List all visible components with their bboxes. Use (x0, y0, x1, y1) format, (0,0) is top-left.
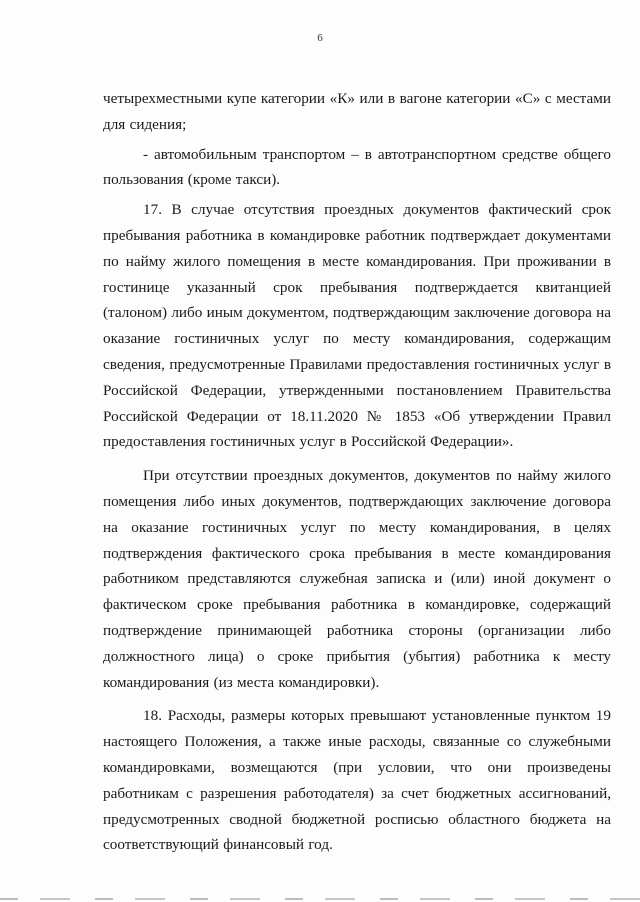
page-number: 6 (317, 32, 323, 44)
scan-bottom-edge (0, 898, 640, 900)
paragraph-transport-road: - автомобильным транспортом – в автотранспортном средстве общего пользования (кроме такси). (103, 145, 611, 189)
document-body (103, 86, 611, 862)
paragraph-clause-17: 17. В случае отсутствия проездных документов фактический срок пребывания работника в командировке работник подтверждает документами по найму жилого помещения в месте командирования. При проживании в гостинице указанный срок пребывания подтверждается квитанцией (талоном) либо иным документом, подтверждающим заключение договора на оказание гостиничных услуг по месту командирования, содержащим сведения, предусмотренные Правилами предоставления гостиничных услуг в Российской Федерации, утвержденными постановлением Правительства Российской Федерации от 18.11.2020 № 1853 «Об утверждении Правил предоставления гостиничных услуг в Российской Федерации». (103, 201, 611, 451)
paragraph-no-documents: При отсутствии проездных документов, документов по найму жилого помещения либо иных документов, подтверждающих заключение договора на оказание гостиничных услуг по месту командирования, в целях подтверждения фактического срока пребывания в месте командирования работником представляются служебная записка и (или) иной документ о фактическом сроке пребывания работника в командировке, содержащий подтверждение принимающей работника стороны (организации либо должностного лица) о сроке прибытия (убытия) работника к месту командирования (из места командировки). (103, 467, 611, 691)
paragraph-clause-18: 18. Расходы, размеры которых превышают установленные пунктом 19 настоящего Положения, а также иные расходы, связанные со служебными командировками, возмещаются (при условии, что они произведены работникам с разрешения работодателя) за счет бюджетных ассигнований, предусмотренных сводной бюджетной росписью областного бюджета на соответствующий финансовый год. (103, 707, 611, 854)
paragraph-transport-rail-continued: четырехместными купе категории «К» или в вагоне категории «С» с местами для сидения; (103, 90, 611, 133)
